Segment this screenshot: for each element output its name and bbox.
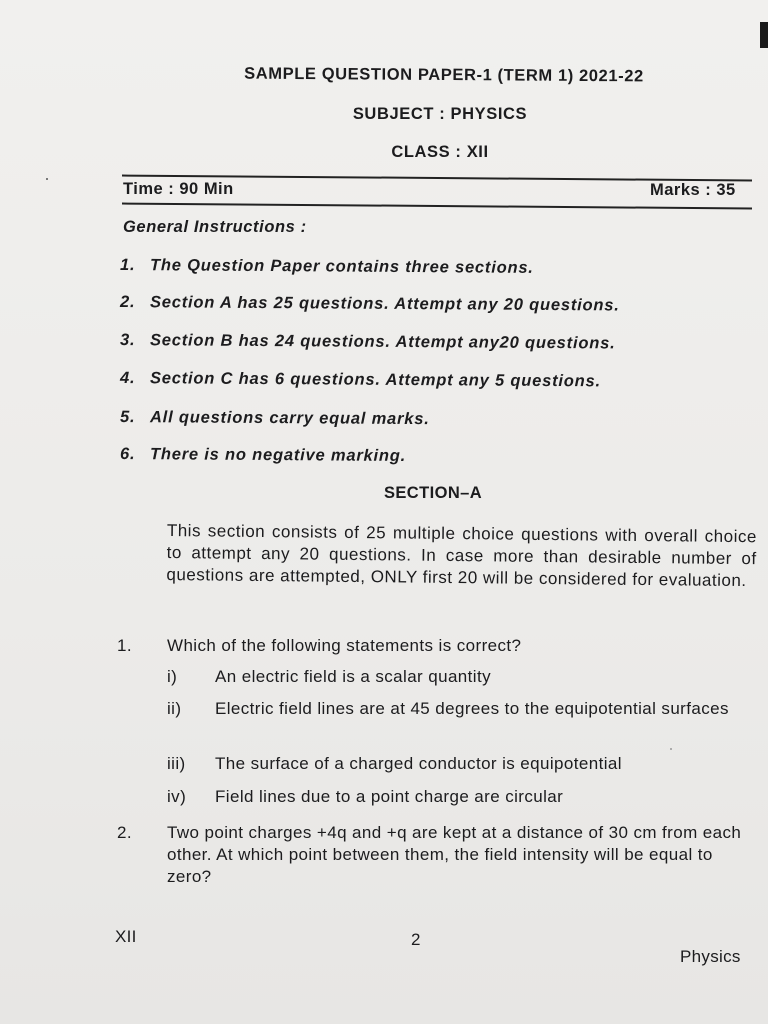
instruction-text: The Question Paper contains three sections.	[149, 256, 534, 277]
question-item	[117, 635, 767, 659]
option-text: Field lines due to a point charge are circular	[215, 787, 564, 806]
class-line: CLASS : XII	[391, 143, 489, 161]
max-marks: Marks : 35	[650, 181, 736, 199]
instruction-item	[120, 256, 534, 278]
question-number: 1.	[117, 636, 132, 655]
instruction-item	[120, 369, 601, 391]
instruction-item	[120, 293, 620, 315]
option-text: The surface of a charged conductor is equipotential	[215, 754, 622, 773]
page-corner-mark	[760, 22, 768, 48]
footer-class: XII	[115, 927, 137, 946]
option-item	[167, 753, 762, 777]
question-number: 2.	[117, 823, 132, 842]
option-number: i)	[167, 667, 178, 686]
instruction-text: Section C has 6 questions. Attempt any 5 questions.	[149, 369, 601, 391]
option-number: iv)	[167, 787, 187, 806]
option-item	[167, 698, 762, 744]
instruction-number: 6.	[119, 445, 136, 464]
instruction-text: All questions carry equal marks.	[149, 408, 430, 429]
option-text: Electric field lines are at 45 degrees to the equipotential surfaces	[215, 699, 729, 718]
subject-line: SUBJECT : PHYSICS	[352, 105, 528, 123]
paper-title: SAMPLE QUESTION PAPER-1 (TERM 1) 2021-22	[244, 64, 644, 86]
footer-subject: Physics	[680, 947, 741, 966]
option-number: iii)	[167, 754, 186, 773]
question-text: Two point charges +4q and +q are kept at a distance of 30 cm from each other. At which point between them, the field intensity will be equal to zero?	[167, 823, 742, 886]
instructions-heading: General Instructions :	[123, 218, 307, 236]
time-allowed: Time : 90 Min	[123, 180, 234, 198]
instruction-item	[120, 408, 430, 429]
scan-speck	[670, 748, 672, 750]
section-description: This section consists of 25 multiple choice questions with overall choice to attempt any 20 questions. In case more than desirable number of questions are attempted, ONLY first 20 will be considered for evaluation.	[166, 520, 757, 591]
option-number: ii)	[167, 699, 182, 718]
header-rule-bottom	[122, 203, 752, 209]
instruction-number: 3.	[119, 331, 136, 350]
instruction-item	[120, 445, 406, 466]
scan-speck	[46, 178, 48, 180]
option-item	[167, 666, 762, 690]
instruction-text: There is no negative marking.	[149, 445, 407, 465]
instruction-number: 1.	[119, 256, 136, 275]
question-item	[117, 822, 762, 892]
instruction-number: 4.	[119, 369, 136, 388]
instruction-item	[120, 331, 616, 353]
instruction-text: Section A has 25 questions. Attempt any 20 questions.	[149, 293, 620, 315]
section-heading: SECTION–A	[384, 484, 483, 502]
instruction-text: Section B has 24 questions. Attempt any20 questions.	[149, 331, 616, 353]
page-number: 2	[411, 930, 421, 949]
option-item	[167, 786, 762, 810]
option-text: An electric field is a scalar quantity	[215, 667, 491, 686]
instruction-number: 5.	[119, 408, 136, 427]
question-text: Which of the following statements is correct?	[167, 636, 522, 655]
instruction-number: 2.	[119, 293, 136, 312]
